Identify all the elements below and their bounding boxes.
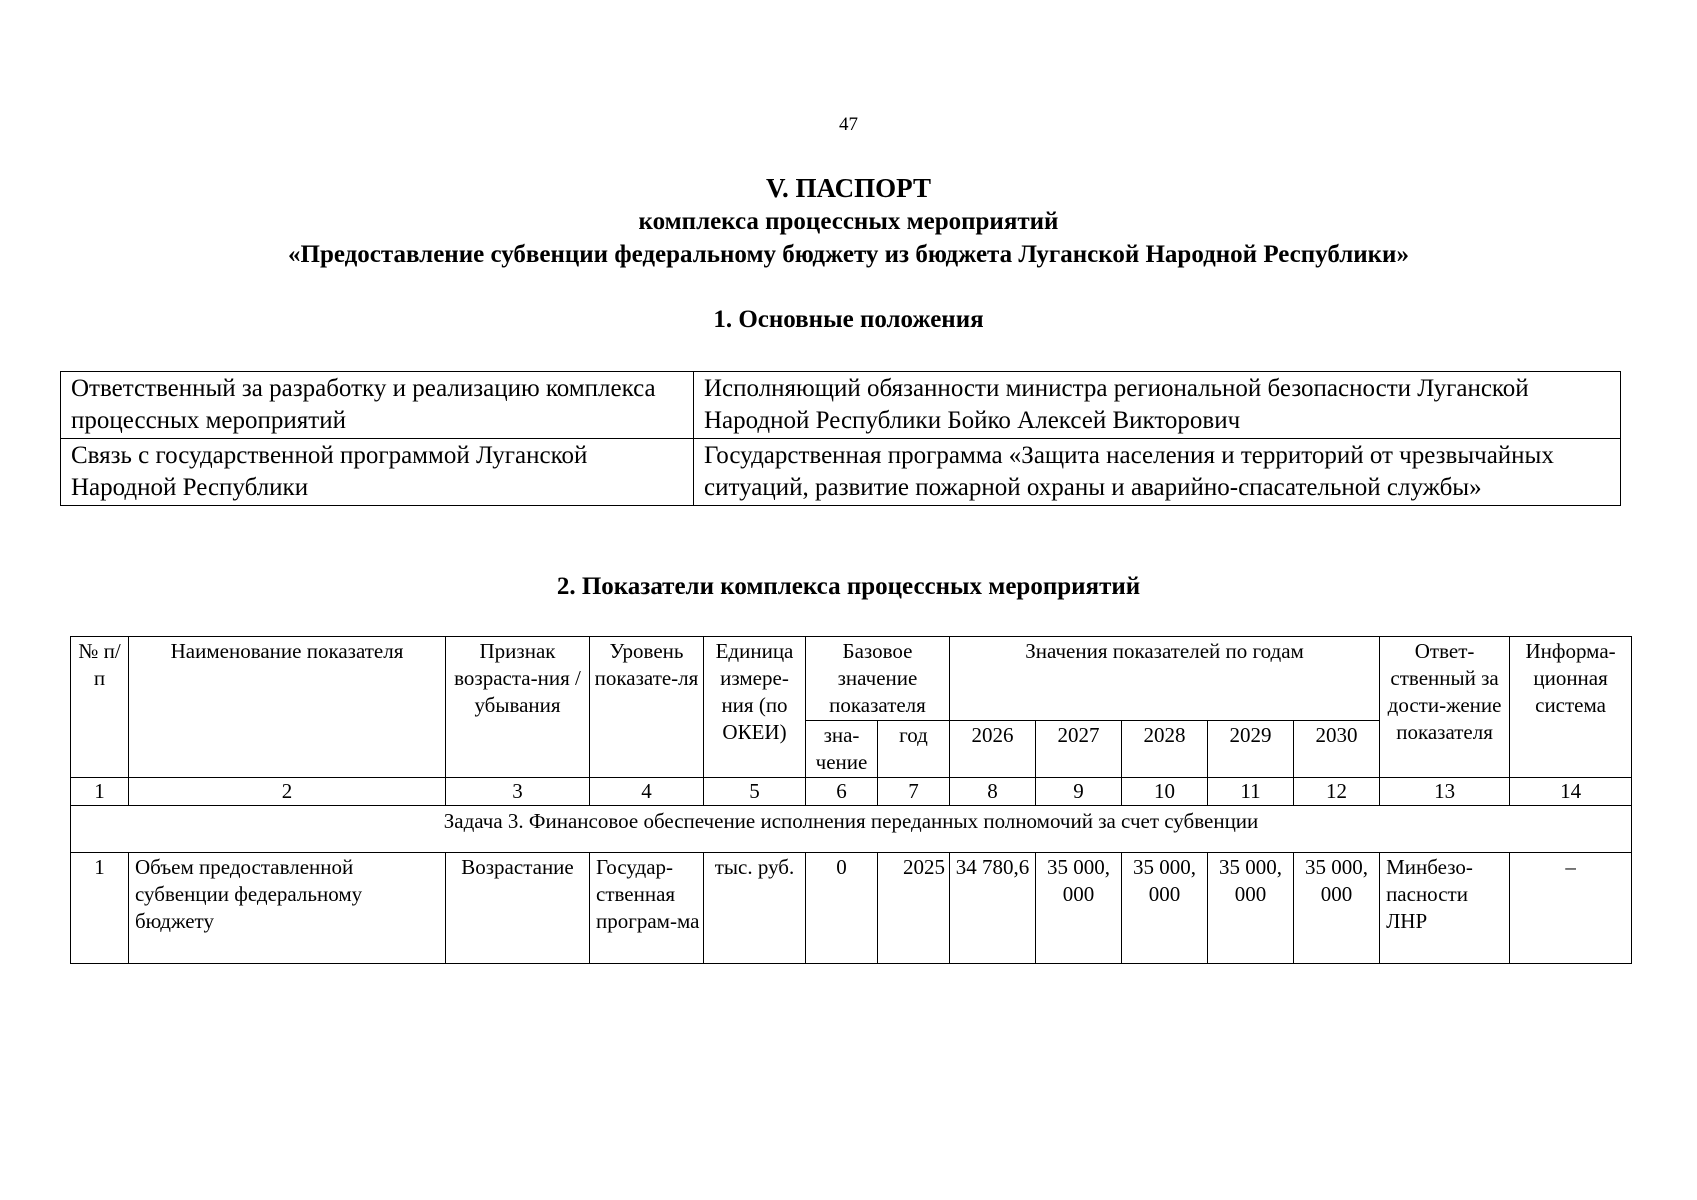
header-name: Наименование показателя xyxy=(129,637,446,778)
value-2028: 35 000, 000 xyxy=(1122,853,1208,964)
column-number: 1 xyxy=(71,778,129,806)
task-title: Задача 3. Финансовое обеспечение исполнения переданных полномочий за счет субвенции xyxy=(71,806,1632,853)
column-number: 9 xyxy=(1036,778,1122,806)
indicator-info-system: – xyxy=(1510,853,1632,964)
section-2-heading: 2. Показатели комплекса процессных мероприятий xyxy=(556,573,1141,600)
basic-provisions-table xyxy=(60,371,1621,506)
column-number: 4 xyxy=(590,778,704,806)
header-level: Уровень показате-ля xyxy=(590,637,704,778)
column-number: 11 xyxy=(1208,778,1294,806)
section-1-heading: 1. Основные положения xyxy=(713,306,984,333)
program-link-label: Связь с государственной программой Луганской Народной Республики xyxy=(61,439,694,506)
column-number: 14 xyxy=(1510,778,1632,806)
title-line-3: «Предоставление субвенции федеральному бюджету из бюджета Луганской Народной Республики» xyxy=(288,241,1409,268)
header-year-2029: 2029 xyxy=(1208,721,1294,778)
header-year-2027: 2027 xyxy=(1036,721,1122,778)
header-year-2028: 2028 xyxy=(1122,721,1208,778)
header-info-system: Информа-ционная система xyxy=(1510,637,1632,778)
column-number: 13 xyxy=(1380,778,1510,806)
indicator-trend: Возрастание xyxy=(446,853,590,964)
responsible-value: Исполняющий обязанности министра региональной безопасности Луганской Народной Республики Бойко Алексей Викторович xyxy=(694,372,1621,439)
value-2029: 35 000, 000 xyxy=(1208,853,1294,964)
column-number: 8 xyxy=(950,778,1036,806)
indicator-unit: тыс. руб. xyxy=(704,853,806,964)
task-row xyxy=(71,806,1632,853)
indicator-level: Государ-ственная програм-ма xyxy=(590,853,704,964)
header-base-value: зна-чение xyxy=(806,721,878,778)
row-num: 1 xyxy=(71,853,129,964)
table-row xyxy=(61,439,1621,506)
column-number: 2 xyxy=(129,778,446,806)
header-year-2026: 2026 xyxy=(950,721,1036,778)
header-base: Базовое значение показателя xyxy=(806,637,950,721)
header-year-2030: 2030 xyxy=(1294,721,1380,778)
header-years-group: Значения показателей по годам xyxy=(950,637,1380,721)
title-line-1: V. ПАСПОРТ xyxy=(765,173,931,203)
responsible-label: Ответственный за разработку и реализацию комплекса процессных мероприятий xyxy=(61,372,694,439)
page-number: 47 xyxy=(839,114,858,135)
value-2027: 35 000, 000 xyxy=(1036,853,1122,964)
column-number: 3 xyxy=(446,778,590,806)
value-2030: 35 000, 000 xyxy=(1294,853,1380,964)
indicator-responsible: Минбезо-пасности ЛНР xyxy=(1380,853,1510,964)
passport-title xyxy=(0,172,1697,271)
header-num: № п/п xyxy=(71,637,129,778)
base-year: 2025 xyxy=(878,853,950,964)
value-2026: 34 780,6 xyxy=(950,853,1036,964)
header-base-year: год xyxy=(878,721,950,778)
title-line-2: комплекса процессных мероприятий xyxy=(638,208,1059,235)
program-link-value: Государственная программа «Защита населения и территорий от чрезвычайных ситуаций, развитие пожарной охраны и аварийно-спасательной службы» xyxy=(694,439,1621,506)
column-number: 12 xyxy=(1294,778,1380,806)
base-value: 0 xyxy=(806,853,878,964)
column-number: 6 xyxy=(806,778,878,806)
header-row xyxy=(71,637,1632,721)
header-unit: Единица измере-ния (по ОКЕИ) xyxy=(704,637,806,778)
table-row xyxy=(71,853,1632,964)
table-row xyxy=(61,372,1621,439)
column-number: 7 xyxy=(878,778,950,806)
indicator-name: Объем предоставленной субвенции федеральному бюджету xyxy=(129,853,446,964)
indicators-table xyxy=(70,636,1632,964)
column-number-row xyxy=(71,778,1632,806)
column-number: 10 xyxy=(1122,778,1208,806)
header-responsible: Ответ-ственный за дости-жение показателя xyxy=(1380,637,1510,778)
column-number: 5 xyxy=(704,778,806,806)
header-trend: Признак возраста-ния / убывания xyxy=(446,637,590,778)
